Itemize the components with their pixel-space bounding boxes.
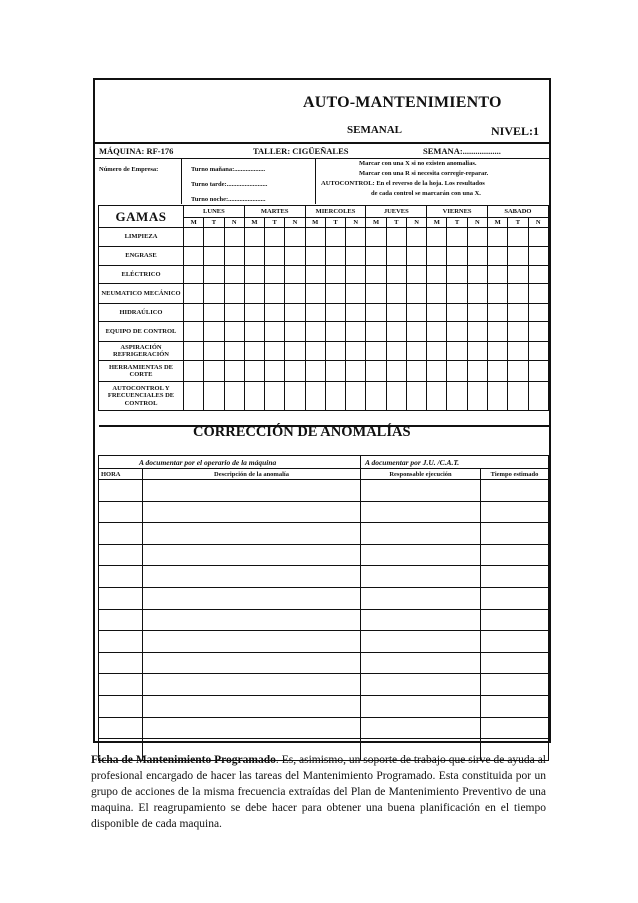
shift-header: M	[244, 218, 264, 228]
check-cell[interactable]	[224, 361, 244, 382]
tiempo-cell[interactable]	[481, 523, 549, 545]
turno-tarde-label: Turno tarde:.........................	[191, 181, 268, 188]
taller-label: TALLER: CIGÜEÑALES	[253, 146, 349, 156]
gama-row-label: LIMPIEZA	[99, 228, 184, 247]
check-cell[interactable]	[305, 284, 325, 304]
descripcion-cell[interactable]	[143, 695, 361, 717]
responsable-cell[interactable]	[361, 566, 481, 588]
form-subtitle: SEMANAL	[347, 124, 403, 136]
shift-header: T	[325, 218, 345, 228]
check-cell[interactable]	[447, 342, 467, 361]
check-cell[interactable]	[508, 322, 528, 342]
check-cell[interactable]	[244, 361, 264, 382]
check-cell[interactable]	[488, 322, 508, 342]
check-cell[interactable]	[528, 266, 548, 284]
check-cell[interactable]	[406, 342, 426, 361]
check-cell[interactable]	[508, 247, 528, 266]
caption-text: . Es, asimismo, un soporte de trabajo que sirve de ayuda al profesional encargado de hacer las tareas del Mantenimiento Programado. Esta constituida por un grupo de acciones de la misma frecuencia extraídas del Plan de Mantenimiento Preventivo de una maquina. El reagrupamiento se debe hacer para obtener una buena planificación en el tiempo disponible de cada maquina.	[91, 754, 546, 830]
descripcion-cell[interactable]	[143, 587, 361, 609]
shift-header: N	[224, 218, 244, 228]
col-descripcion: Descripción de la anomalía	[143, 469, 361, 480]
check-cell[interactable]	[406, 228, 426, 247]
day-header: JUEVES	[366, 206, 427, 218]
check-cell[interactable]	[265, 247, 285, 266]
hora-cell[interactable]	[99, 501, 143, 523]
check-cell[interactable]	[244, 284, 264, 304]
responsable-cell[interactable]	[361, 695, 481, 717]
check-cell[interactable]	[488, 361, 508, 382]
check-cell[interactable]	[386, 342, 406, 361]
numero-empresa-label: Número de Empresa:	[99, 166, 159, 173]
check-cell[interactable]	[447, 228, 467, 247]
responsable-cell[interactable]	[361, 631, 481, 653]
tiempo-cell[interactable]	[481, 587, 549, 609]
day-header: MIERCOLES	[305, 206, 366, 218]
table-row	[99, 566, 549, 588]
check-cell[interactable]	[244, 228, 264, 247]
hora-cell[interactable]	[99, 717, 143, 739]
check-cell[interactable]	[427, 342, 447, 361]
shift-header: T	[386, 218, 406, 228]
tiempo-cell[interactable]	[481, 631, 549, 653]
hora-cell[interactable]	[99, 480, 143, 502]
check-cell[interactable]	[305, 247, 325, 266]
responsable-cell[interactable]	[361, 587, 481, 609]
descripcion-cell[interactable]	[143, 717, 361, 739]
shift-header: M	[366, 218, 386, 228]
shift-header: N	[406, 218, 426, 228]
check-cell[interactable]	[528, 342, 548, 361]
check-cell[interactable]	[265, 342, 285, 361]
check-cell[interactable]	[467, 361, 487, 382]
check-cell[interactable]	[346, 284, 366, 304]
table-row	[99, 631, 549, 653]
col-responsable: Responsable ejecución	[361, 469, 481, 480]
responsable-cell[interactable]	[361, 674, 481, 696]
check-cell[interactable]	[386, 247, 406, 266]
gama-row-label: ELÉCTRICO	[99, 266, 184, 284]
col-hora: HORA	[99, 469, 143, 480]
check-cell[interactable]	[184, 266, 204, 284]
check-cell[interactable]	[204, 304, 224, 322]
check-cell[interactable]	[184, 382, 204, 411]
day-header: SABADO	[488, 206, 549, 218]
check-cell[interactable]	[406, 322, 426, 342]
gama-row-label: EQUIPO DE CONTROL	[99, 322, 184, 342]
nivel-label: NIVEL:1	[491, 124, 540, 138]
check-cell[interactable]	[386, 228, 406, 247]
check-cell[interactable]	[204, 342, 224, 361]
tiempo-cell[interactable]	[481, 652, 549, 674]
check-cell[interactable]	[305, 342, 325, 361]
doc-operario-label: A documentar por el operario de la máquina	[99, 456, 361, 469]
check-cell[interactable]	[325, 342, 345, 361]
check-cell[interactable]	[386, 284, 406, 304]
check-cell[interactable]	[467, 247, 487, 266]
check-cell[interactable]	[305, 266, 325, 284]
check-cell[interactable]	[467, 382, 487, 411]
correccion-title: CORRECCIÓN DE ANOMALÍAS	[193, 424, 411, 440]
check-cell[interactable]	[184, 361, 204, 382]
check-cell[interactable]	[467, 304, 487, 322]
check-cell[interactable]	[325, 361, 345, 382]
shift-header: T	[265, 218, 285, 228]
check-cell[interactable]	[427, 266, 447, 284]
hora-cell[interactable]	[99, 674, 143, 696]
check-cell[interactable]	[265, 304, 285, 322]
check-cell[interactable]	[528, 304, 548, 322]
check-cell[interactable]	[184, 342, 204, 361]
check-cell[interactable]	[366, 284, 386, 304]
check-cell[interactable]	[508, 228, 528, 247]
check-cell[interactable]	[488, 266, 508, 284]
check-cell[interactable]	[325, 266, 345, 284]
check-cell[interactable]	[528, 228, 548, 247]
check-cell[interactable]	[366, 342, 386, 361]
responsable-cell[interactable]	[361, 480, 481, 502]
check-cell[interactable]	[427, 247, 447, 266]
hora-cell[interactable]	[99, 587, 143, 609]
shift-header: M	[305, 218, 325, 228]
check-cell[interactable]	[488, 247, 508, 266]
check-cell[interactable]	[488, 284, 508, 304]
check-cell[interactable]	[447, 266, 467, 284]
check-cell[interactable]	[346, 266, 366, 284]
check-cell[interactable]	[224, 266, 244, 284]
check-cell[interactable]	[184, 284, 204, 304]
check-cell[interactable]	[366, 228, 386, 247]
shift-header: N	[467, 218, 487, 228]
check-cell[interactable]	[265, 322, 285, 342]
check-cell[interactable]	[184, 304, 204, 322]
check-cell[interactable]	[244, 247, 264, 266]
day-header: MARTES	[244, 206, 305, 218]
shift-header: N	[285, 218, 305, 228]
check-cell[interactable]	[204, 266, 224, 284]
check-cell[interactable]	[467, 322, 487, 342]
divider	[95, 158, 549, 159]
check-cell[interactable]	[346, 322, 366, 342]
check-cell[interactable]	[265, 266, 285, 284]
check-cell[interactable]	[447, 361, 467, 382]
table-row	[99, 652, 549, 674]
check-cell[interactable]	[508, 342, 528, 361]
shift-header: T	[508, 218, 528, 228]
check-cell[interactable]	[265, 284, 285, 304]
tiempo-cell[interactable]	[481, 480, 549, 502]
check-cell[interactable]	[224, 247, 244, 266]
descripcion-cell[interactable]	[143, 544, 361, 566]
check-cell[interactable]	[285, 228, 305, 247]
hora-cell[interactable]	[99, 695, 143, 717]
check-cell[interactable]	[427, 322, 447, 342]
check-cell[interactable]	[386, 266, 406, 284]
check-cell[interactable]	[366, 266, 386, 284]
check-cell[interactable]	[508, 382, 528, 411]
gama-row-label: HIDRAÚLICO	[99, 304, 184, 322]
check-cell[interactable]	[346, 247, 366, 266]
check-cell[interactable]	[346, 342, 366, 361]
correccion-table	[98, 425, 549, 761]
check-cell[interactable]	[224, 304, 244, 322]
check-cell[interactable]	[528, 247, 548, 266]
caption	[91, 752, 546, 832]
maintenance-form	[93, 78, 551, 743]
check-cell[interactable]	[346, 228, 366, 247]
gama-row-label: AUTOCONTROL Y FRECUENCIALES DE CONTROL	[99, 382, 184, 411]
hora-cell[interactable]	[99, 544, 143, 566]
responsable-cell[interactable]	[361, 544, 481, 566]
hora-cell[interactable]	[99, 566, 143, 588]
responsable-cell[interactable]	[361, 652, 481, 674]
check-cell[interactable]	[386, 361, 406, 382]
check-cell[interactable]	[265, 228, 285, 247]
check-cell[interactable]	[366, 247, 386, 266]
check-cell[interactable]	[184, 322, 204, 342]
table-row	[99, 523, 549, 545]
hora-cell[interactable]	[99, 631, 143, 653]
tiempo-cell[interactable]	[481, 717, 549, 739]
check-cell[interactable]	[528, 361, 548, 382]
descripcion-cell[interactable]	[143, 501, 361, 523]
check-cell[interactable]	[285, 266, 305, 284]
instruction-autocontrol: AUTOCONTROL: En el reverso de la hoja. Los resultados	[321, 180, 485, 187]
check-cell[interactable]	[427, 284, 447, 304]
instruction-x: Marcar con una X si no existen anomalias.	[359, 160, 477, 167]
day-header: LUNES	[184, 206, 245, 218]
responsable-cell[interactable]	[361, 523, 481, 545]
col-tiempo: Tiempo estimado	[481, 469, 549, 480]
divider	[95, 142, 549, 144]
table-row	[99, 695, 549, 717]
check-cell[interactable]	[447, 304, 467, 322]
check-cell[interactable]	[285, 342, 305, 361]
responsable-cell[interactable]	[361, 501, 481, 523]
check-cell[interactable]	[244, 322, 264, 342]
table-row	[99, 609, 549, 631]
descripcion-cell[interactable]	[143, 652, 361, 674]
check-cell[interactable]	[406, 304, 426, 322]
table-row	[99, 480, 549, 502]
turno-noche-label: Turno noche:.......................	[191, 196, 266, 203]
check-cell[interactable]	[528, 284, 548, 304]
check-cell[interactable]	[488, 342, 508, 361]
gamas-header: GAMAS	[99, 206, 184, 228]
check-cell[interactable]	[447, 322, 467, 342]
maquina-label: MÁQUINA: RF-176	[99, 146, 174, 156]
check-cell[interactable]	[508, 284, 528, 304]
check-cell[interactable]	[204, 284, 224, 304]
check-cell[interactable]	[488, 382, 508, 411]
check-cell[interactable]	[447, 284, 467, 304]
check-cell[interactable]	[285, 284, 305, 304]
check-cell[interactable]	[224, 382, 244, 411]
hora-cell[interactable]	[99, 652, 143, 674]
check-cell[interactable]	[224, 322, 244, 342]
check-cell[interactable]	[366, 304, 386, 322]
check-cell[interactable]	[427, 304, 447, 322]
check-cell[interactable]	[427, 382, 447, 411]
gama-row-label: HERRAMIENTAS DE CORTE	[99, 361, 184, 382]
shift-header: M	[427, 218, 447, 228]
check-cell[interactable]	[346, 304, 366, 322]
check-cell[interactable]	[285, 322, 305, 342]
semana-label: SEMANA:..................	[423, 146, 501, 156]
responsable-cell[interactable]	[361, 609, 481, 631]
check-cell[interactable]	[224, 342, 244, 361]
check-cell[interactable]	[305, 382, 325, 411]
check-cell[interactable]	[244, 304, 264, 322]
instruction-r: Marcar con una R si necesita corregir-reparar.	[359, 170, 489, 177]
check-cell[interactable]	[447, 247, 467, 266]
check-cell[interactable]	[305, 322, 325, 342]
check-cell[interactable]	[305, 304, 325, 322]
gama-row-label: ENGRASE	[99, 247, 184, 266]
check-cell[interactable]	[244, 382, 264, 411]
check-cell[interactable]	[285, 247, 305, 266]
check-cell[interactable]	[305, 228, 325, 247]
check-cell[interactable]	[427, 228, 447, 247]
check-cell[interactable]	[488, 304, 508, 322]
check-cell[interactable]	[244, 342, 264, 361]
table-row	[99, 544, 549, 566]
table-row	[99, 717, 549, 739]
check-cell[interactable]	[386, 382, 406, 411]
check-cell[interactable]	[488, 228, 508, 247]
check-cell[interactable]	[224, 284, 244, 304]
check-cell[interactable]	[528, 322, 548, 342]
check-cell[interactable]	[244, 266, 264, 284]
hora-cell[interactable]	[99, 609, 143, 631]
check-cell[interactable]	[224, 228, 244, 247]
check-cell[interactable]	[386, 304, 406, 322]
tiempo-cell[interactable]	[481, 566, 549, 588]
check-cell[interactable]	[204, 322, 224, 342]
check-cell[interactable]	[346, 361, 366, 382]
check-cell[interactable]	[325, 322, 345, 342]
check-cell[interactable]	[325, 304, 345, 322]
check-cell[interactable]	[305, 361, 325, 382]
check-cell[interactable]	[366, 322, 386, 342]
check-cell[interactable]	[406, 361, 426, 382]
check-cell[interactable]	[467, 342, 487, 361]
shift-header: T	[447, 218, 467, 228]
table-row	[99, 587, 549, 609]
descripcion-cell[interactable]	[143, 609, 361, 631]
check-cell[interactable]	[406, 247, 426, 266]
responsable-cell[interactable]	[361, 717, 481, 739]
check-cell[interactable]	[467, 266, 487, 284]
descripcion-cell[interactable]	[143, 480, 361, 502]
check-cell[interactable]	[204, 382, 224, 411]
shift-header: M	[184, 218, 204, 228]
descripcion-cell[interactable]	[143, 566, 361, 588]
check-cell[interactable]	[285, 361, 305, 382]
check-cell[interactable]	[366, 382, 386, 411]
check-cell[interactable]	[325, 247, 345, 266]
check-cell[interactable]	[285, 304, 305, 322]
check-cell[interactable]	[325, 382, 345, 411]
check-cell[interactable]	[406, 382, 426, 411]
shift-header: T	[204, 218, 224, 228]
doc-ju-label: A documentar por J.U. /C.A.T.	[361, 456, 549, 469]
check-cell[interactable]	[386, 322, 406, 342]
check-cell[interactable]	[528, 382, 548, 411]
gama-row-label: NEUMATICO MECÁNICO	[99, 284, 184, 304]
tiempo-cell[interactable]	[481, 501, 549, 523]
table-row	[99, 501, 549, 523]
check-cell[interactable]	[265, 382, 285, 411]
tiempo-cell[interactable]	[481, 674, 549, 696]
check-cell[interactable]	[467, 228, 487, 247]
tiempo-cell[interactable]	[481, 544, 549, 566]
check-cell[interactable]	[427, 361, 447, 382]
check-cell[interactable]	[366, 361, 386, 382]
gamas-table	[98, 205, 549, 411]
gama-row-label: ASPIRACIÓN REFRIGERACIÓN	[99, 342, 184, 361]
shift-header: N	[346, 218, 366, 228]
check-cell[interactable]	[467, 284, 487, 304]
day-header: VIERNES	[427, 206, 488, 218]
caption-bold: Ficha de Mantenimiento Programado	[91, 754, 276, 766]
shift-header: N	[528, 218, 548, 228]
instruction-autocontrol-2: de cada control se marcarán con una X.	[371, 190, 481, 197]
check-cell[interactable]	[204, 228, 224, 247]
check-cell[interactable]	[184, 228, 204, 247]
check-cell[interactable]	[325, 284, 345, 304]
check-cell[interactable]	[346, 382, 366, 411]
check-cell[interactable]	[184, 247, 204, 266]
check-cell[interactable]	[265, 361, 285, 382]
check-cell[interactable]	[508, 304, 528, 322]
check-cell[interactable]	[508, 361, 528, 382]
shift-header: M	[488, 218, 508, 228]
tiempo-cell[interactable]	[481, 695, 549, 717]
form-title: AUTO-MANTENIMIENTO	[303, 94, 502, 111]
descripcion-cell[interactable]	[143, 674, 361, 696]
check-cell[interactable]	[285, 382, 305, 411]
table-row	[99, 674, 549, 696]
descripcion-cell[interactable]	[143, 631, 361, 653]
hora-cell[interactable]	[99, 523, 143, 545]
check-cell[interactable]	[508, 266, 528, 284]
turno-manana-label: Turno mañana:...................	[191, 166, 266, 173]
check-cell[interactable]	[406, 284, 426, 304]
check-cell[interactable]	[406, 266, 426, 284]
check-cell[interactable]	[447, 382, 467, 411]
check-cell[interactable]	[325, 228, 345, 247]
check-cell[interactable]	[204, 247, 224, 266]
check-cell[interactable]	[204, 361, 224, 382]
tiempo-cell[interactable]	[481, 609, 549, 631]
descripcion-cell[interactable]	[143, 523, 361, 545]
